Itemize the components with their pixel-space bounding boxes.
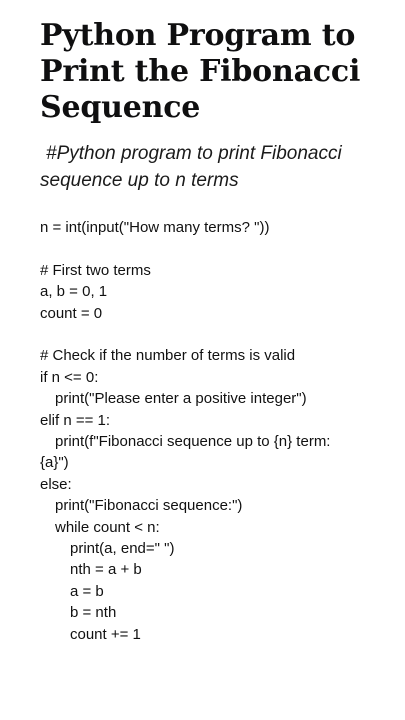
code-line: a, b = 0, 1 (40, 283, 108, 301)
code-line: b = nth (70, 604, 117, 622)
code-line: print("Fibonacci sequence:") (55, 497, 243, 515)
title-line-3: Sequence (40, 90, 201, 125)
code-line: if n <= 0: (40, 368, 99, 386)
title-line-2: Print the Fibonacci (40, 54, 361, 89)
code-line: {a}") (40, 454, 69, 472)
code-line: while count < n: (55, 518, 160, 536)
code-comment: # First two terms (40, 261, 151, 279)
code-line: count += 1 (70, 625, 141, 643)
title-line-1: Python Program to (40, 18, 356, 53)
subtitle-line-2: sequence up to n terms (40, 170, 239, 191)
code-comment: # Check if the number of terms is valid (40, 347, 296, 365)
code-line: a = b (70, 582, 104, 600)
blank-line (40, 324, 365, 345)
code-line: else: (40, 475, 72, 493)
code-line: print("Please enter a positive integer") (55, 390, 307, 408)
subtitle (40, 140, 365, 194)
blank-line (40, 238, 365, 259)
code-line: count = 0 (40, 304, 103, 322)
code-line: print(a, end=" ") (70, 540, 175, 558)
code-line: n = int(input("How many terms? ")) (40, 219, 270, 236)
code-line: elif n == 1: (40, 411, 111, 429)
code-line: nth = a + b (70, 561, 142, 579)
subtitle-line-1: #Python program to print Fibonacci (46, 143, 342, 164)
code-line: print(f"Fibonacci sequence up to {n} term: (55, 433, 331, 451)
page-title (40, 18, 365, 126)
code-block (40, 217, 365, 645)
